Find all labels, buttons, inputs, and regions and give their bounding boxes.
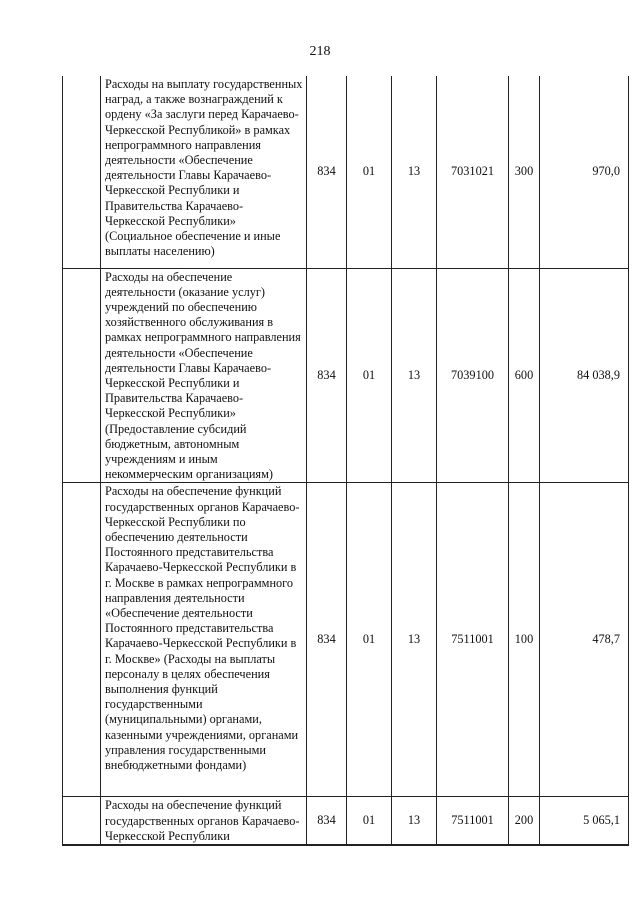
ministry-code-cell: 834 <box>307 797 347 845</box>
table-row <box>63 483 629 797</box>
ministry-code-cell: 834 <box>307 483 347 797</box>
target-article-cell: 7511001 <box>437 797 509 845</box>
description-cell: Расходы на обеспечение функций государственных органов Карачаево-Черкесской Республики по обеспечению деятельности Постоянного представительства Карачаево-Черкесской Республики в г. Москве в рамках непрограммного направления деятельности «Обеспечение деятельности Постоянного представительства Карачаево-Черкесской Республики в г. Москве» (Расходы на выплаты персоналу в целях обеспечения выполнения функций государственными (муниципальными) органами, казенными учреждениями, органами управления государственными внебюджетными фондами) <box>101 483 307 797</box>
target-article-cell: 7031021 <box>437 76 509 268</box>
section-code-cell: 01 <box>347 797 392 845</box>
page-number: 218 <box>309 44 331 59</box>
description-cell: Расходы на обеспечение функций государственных органов Карачаево-Черкесской Республики <box>101 797 307 845</box>
description-cell: Расходы на обеспечение деятельности (оказание услуг) учреждений по обеспечению хозяйственного обслуживания в рамках непрограммного направления деятельности «Обеспечение деятельности Главы Карачаево-Черкесской Республики и Правительства Карачаево-Черкесской Республики» (Предоставление субсидий бюджетным, автономным учреждениям и иным некоммерческим организациям) <box>101 268 307 483</box>
ministry-code-cell: 834 <box>307 268 347 483</box>
budget-table <box>62 76 629 846</box>
ministry-code-cell: 834 <box>307 76 347 268</box>
index-cell <box>63 797 101 845</box>
amount-cell: 84 038,9 <box>540 268 629 483</box>
table-row <box>63 76 629 268</box>
index-cell <box>63 268 101 483</box>
subsection-code-cell: 13 <box>392 268 437 483</box>
amount-cell: 970,0 <box>540 76 629 268</box>
section-code-cell: 01 <box>347 483 392 797</box>
subsection-code-cell: 13 <box>392 797 437 845</box>
subsection-code-cell: 13 <box>392 76 437 268</box>
target-article-cell: 7511001 <box>437 483 509 797</box>
expense-type-cell: 100 <box>509 483 540 797</box>
expense-type-cell: 600 <box>509 268 540 483</box>
index-cell <box>63 483 101 797</box>
table-row <box>63 797 629 845</box>
subsection-code-cell: 13 <box>392 483 437 797</box>
index-cell <box>63 76 101 268</box>
amount-cell: 5 065,1 <box>540 797 629 845</box>
expense-type-cell: 300 <box>509 76 540 268</box>
section-code-cell: 01 <box>347 76 392 268</box>
section-code-cell: 01 <box>347 268 392 483</box>
target-article-cell: 7039100 <box>437 268 509 483</box>
expense-type-cell: 200 <box>509 797 540 845</box>
table-row <box>63 268 629 483</box>
amount-cell: 478,7 <box>540 483 629 797</box>
description-cell: Расходы на выплату государственных наград, а также вознаграждений к ордену «За заслуги перед Карачаево-Черкесской Республикой» в рамках непрограммного направления деятельности «Обеспечение деятельности Главы Карачаево-Черкесской Республики и Правительства Карачаево-Черкесской Республики» (Социальное обеспечение и иные выплаты населению) <box>101 76 307 268</box>
